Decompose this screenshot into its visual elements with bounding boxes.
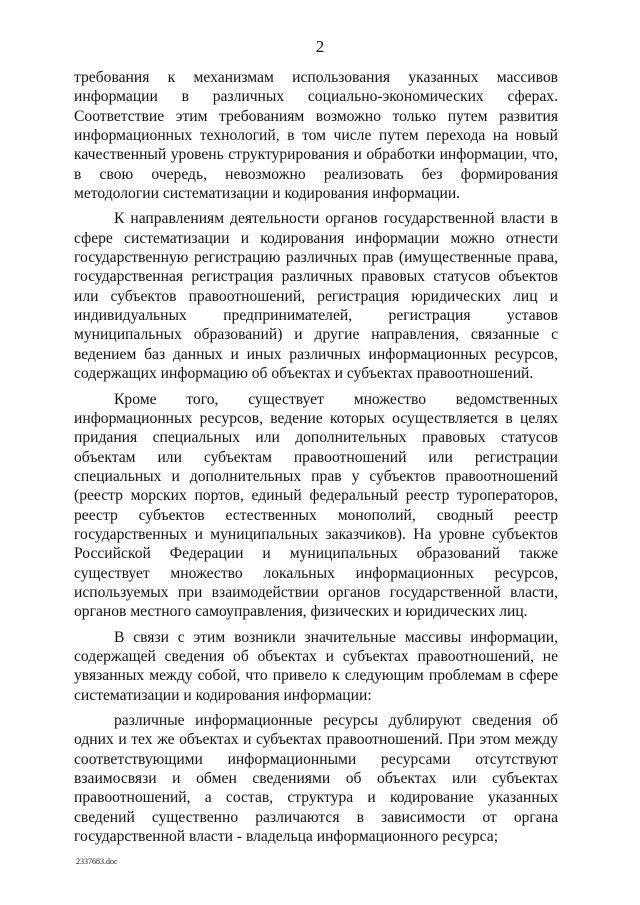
document-code: 2337683.doc [76, 857, 118, 866]
document-body [74, 68, 558, 852]
paragraph-problem-duplication: различные информационные ресурсы дублируют сведения об одних и тех же объектах и субъектах правоотношений. При этом между соответствующими информационными ресурсами отсутствуют взаимосвязи и обмен сведениями об объектах или субъектах правоотношений, а состав, структура и кодирование указанных сведений существенно различаются в зависимости от органа государственной власти - владельца информационного ресурса; [74, 712, 558, 846]
paragraph-problems-intro: В связи с этим возникли значительные массивы информации, содержащей сведения об объектах и субъектах правоотношений, не увязанных между собой, что привело к следующим проблемам в сфере систематизации и кодирования информации: [74, 628, 558, 704]
page-number: 2 [315, 37, 325, 56]
paragraph-continuation: требования к механизмам использования указанных массивов информации в различных социально-экономических сферах. Соответствие этим требованиям возможно только путем развития информационных технологий, в том числе путем перехода на новый качественный уровень структурирования и обработки информации, что, в свою очередь, невозможно реализовать без формирования методологии систематизации и кодирования информации. [74, 69, 558, 203]
paragraph-directions: К направлениям деятельности органов государственной власти в сфере систематизации и кодирования информации можно отнести государственную регистрацию различных прав (имущественные права, государственная регистрация различных правовых статусов объектов или субъектов правоотношений, регистрация юридических лиц и индивидуальных предпринимателей, регистрация уставов муниципальных образований) и другие направления, связанные с ведением баз данных и иных различных информационных ресурсов, содержащих информацию об объектах и субъектах правоотношений. [74, 210, 558, 383]
paragraph-departmental-resources: Кроме того, существует множество ведомственных информационных ресурсов, ведение которых осуществляется в целях придания специальных или дополнительных правовых статусов объектам или субъектам правоотношений или регистрации специальных и дополнительных прав у субъектов правоотношений (реестр морских портов, единый федеральный реестр туроператоров, реестр субъектов естественных монополий, сводный реестр государственных и муниципальных заказчиков). На уровне субъектов Российской Федерации и муниципальных образований также существует множество локальных информационных ресурсов, используемых при взаимодействии органов государственной власти, органов местного самоуправления, физических и юридических лиц. [74, 390, 558, 621]
